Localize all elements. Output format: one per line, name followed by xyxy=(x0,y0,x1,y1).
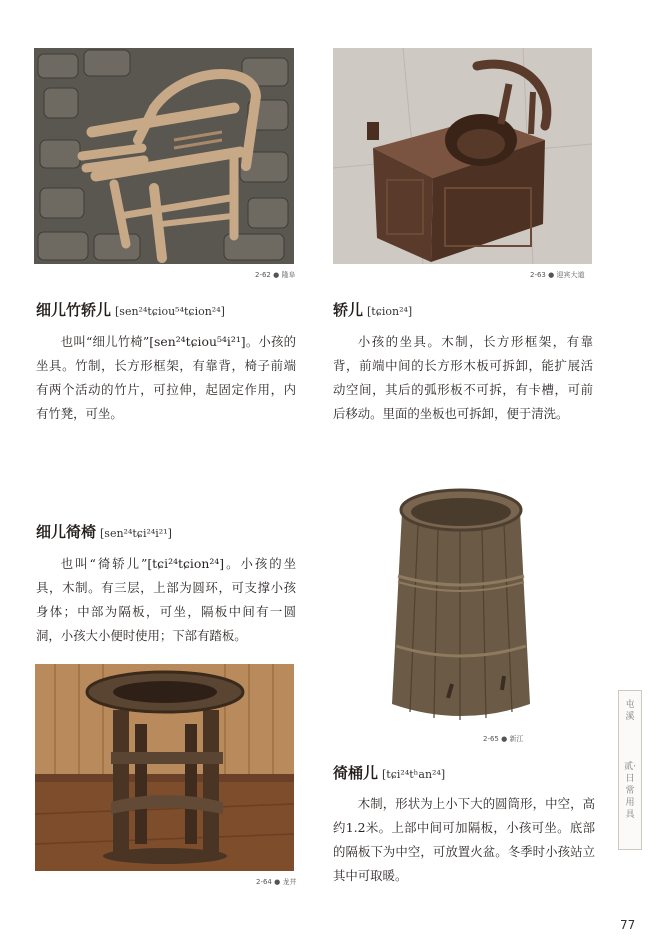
chapter-side-tab xyxy=(618,690,642,850)
page-number: 77 xyxy=(620,918,636,932)
entry-description: 小孩的坐具。木制，长方形框架，有靠背，前端中间的长方形木板可拆卸，能扩展活动空间，其后的弧形板不可拆，有卡槽，可前后移动。里面的坐板也可拆卸，便于清洗。 xyxy=(333,334,593,421)
photo-caption: 2-63 ● 迎宾大道 xyxy=(530,271,585,279)
entry-heading xyxy=(36,521,172,542)
entry-title: 细儿徛椅 xyxy=(36,523,97,541)
entry-pronunciation: [tɕion²⁴] xyxy=(367,305,413,318)
side-tab-region: 屯溪 xyxy=(625,700,635,722)
photo-caption: 2-65 ● 新江 xyxy=(483,735,524,743)
photo-wooden-barrel xyxy=(388,484,534,728)
entry-description: 也叫“细儿竹椅”[sen²⁴tɕiou⁵⁴i²¹]。小孩的坐具。竹制，长方形框架，有靠背，椅子前端有两个活动的竹片，可拉伸，起固定作用，内有竹凳，可坐。 xyxy=(36,334,296,421)
side-tab-chapter: 贰·日常用具 xyxy=(624,762,636,820)
entry-heading xyxy=(36,299,225,320)
photo-bamboo-chair xyxy=(34,48,294,264)
photo-wooden-high-chair xyxy=(35,664,294,871)
entry-pronunciation: [sen²⁴tɕiou⁵⁴tɕion²⁴] xyxy=(115,305,225,318)
photo-caption: 2-62 ● 隆阜 xyxy=(255,271,296,279)
entry-description: 也叫“徛轿儿”[tɕi²⁴tɕion²⁴]。小孩的坐具，木制。有三层，上部为圆环，可支撑小孩身体；中部为隔板，可坐，隔板中间有一圆洞，小孩大小便时使用；下部有踏板。 xyxy=(36,556,296,643)
photo-caption: 2-64 ● 龙井 xyxy=(256,878,297,886)
entry-pronunciation: [sen²⁴tɕi²⁴i²¹] xyxy=(100,527,172,540)
entry-heading xyxy=(333,299,412,320)
entry-description: 木制，形状为上小下大的圆筒形，中空，高约1.2米。上部中间可加隔板，小孩可坐。底部的隔板下为中空，可放置火盆。冬季时小孩站立其中可取暖。 xyxy=(333,796,595,883)
entry-pronunciation: [tɕi²⁴tʰan²⁴] xyxy=(382,768,446,781)
entry-title: 轿儿 xyxy=(333,301,364,319)
entry-heading xyxy=(333,762,445,783)
photo-wooden-chair xyxy=(333,48,592,264)
entry-title: 细儿竹轿儿 xyxy=(36,301,112,319)
entry-title: 徛桶儿 xyxy=(333,764,379,782)
